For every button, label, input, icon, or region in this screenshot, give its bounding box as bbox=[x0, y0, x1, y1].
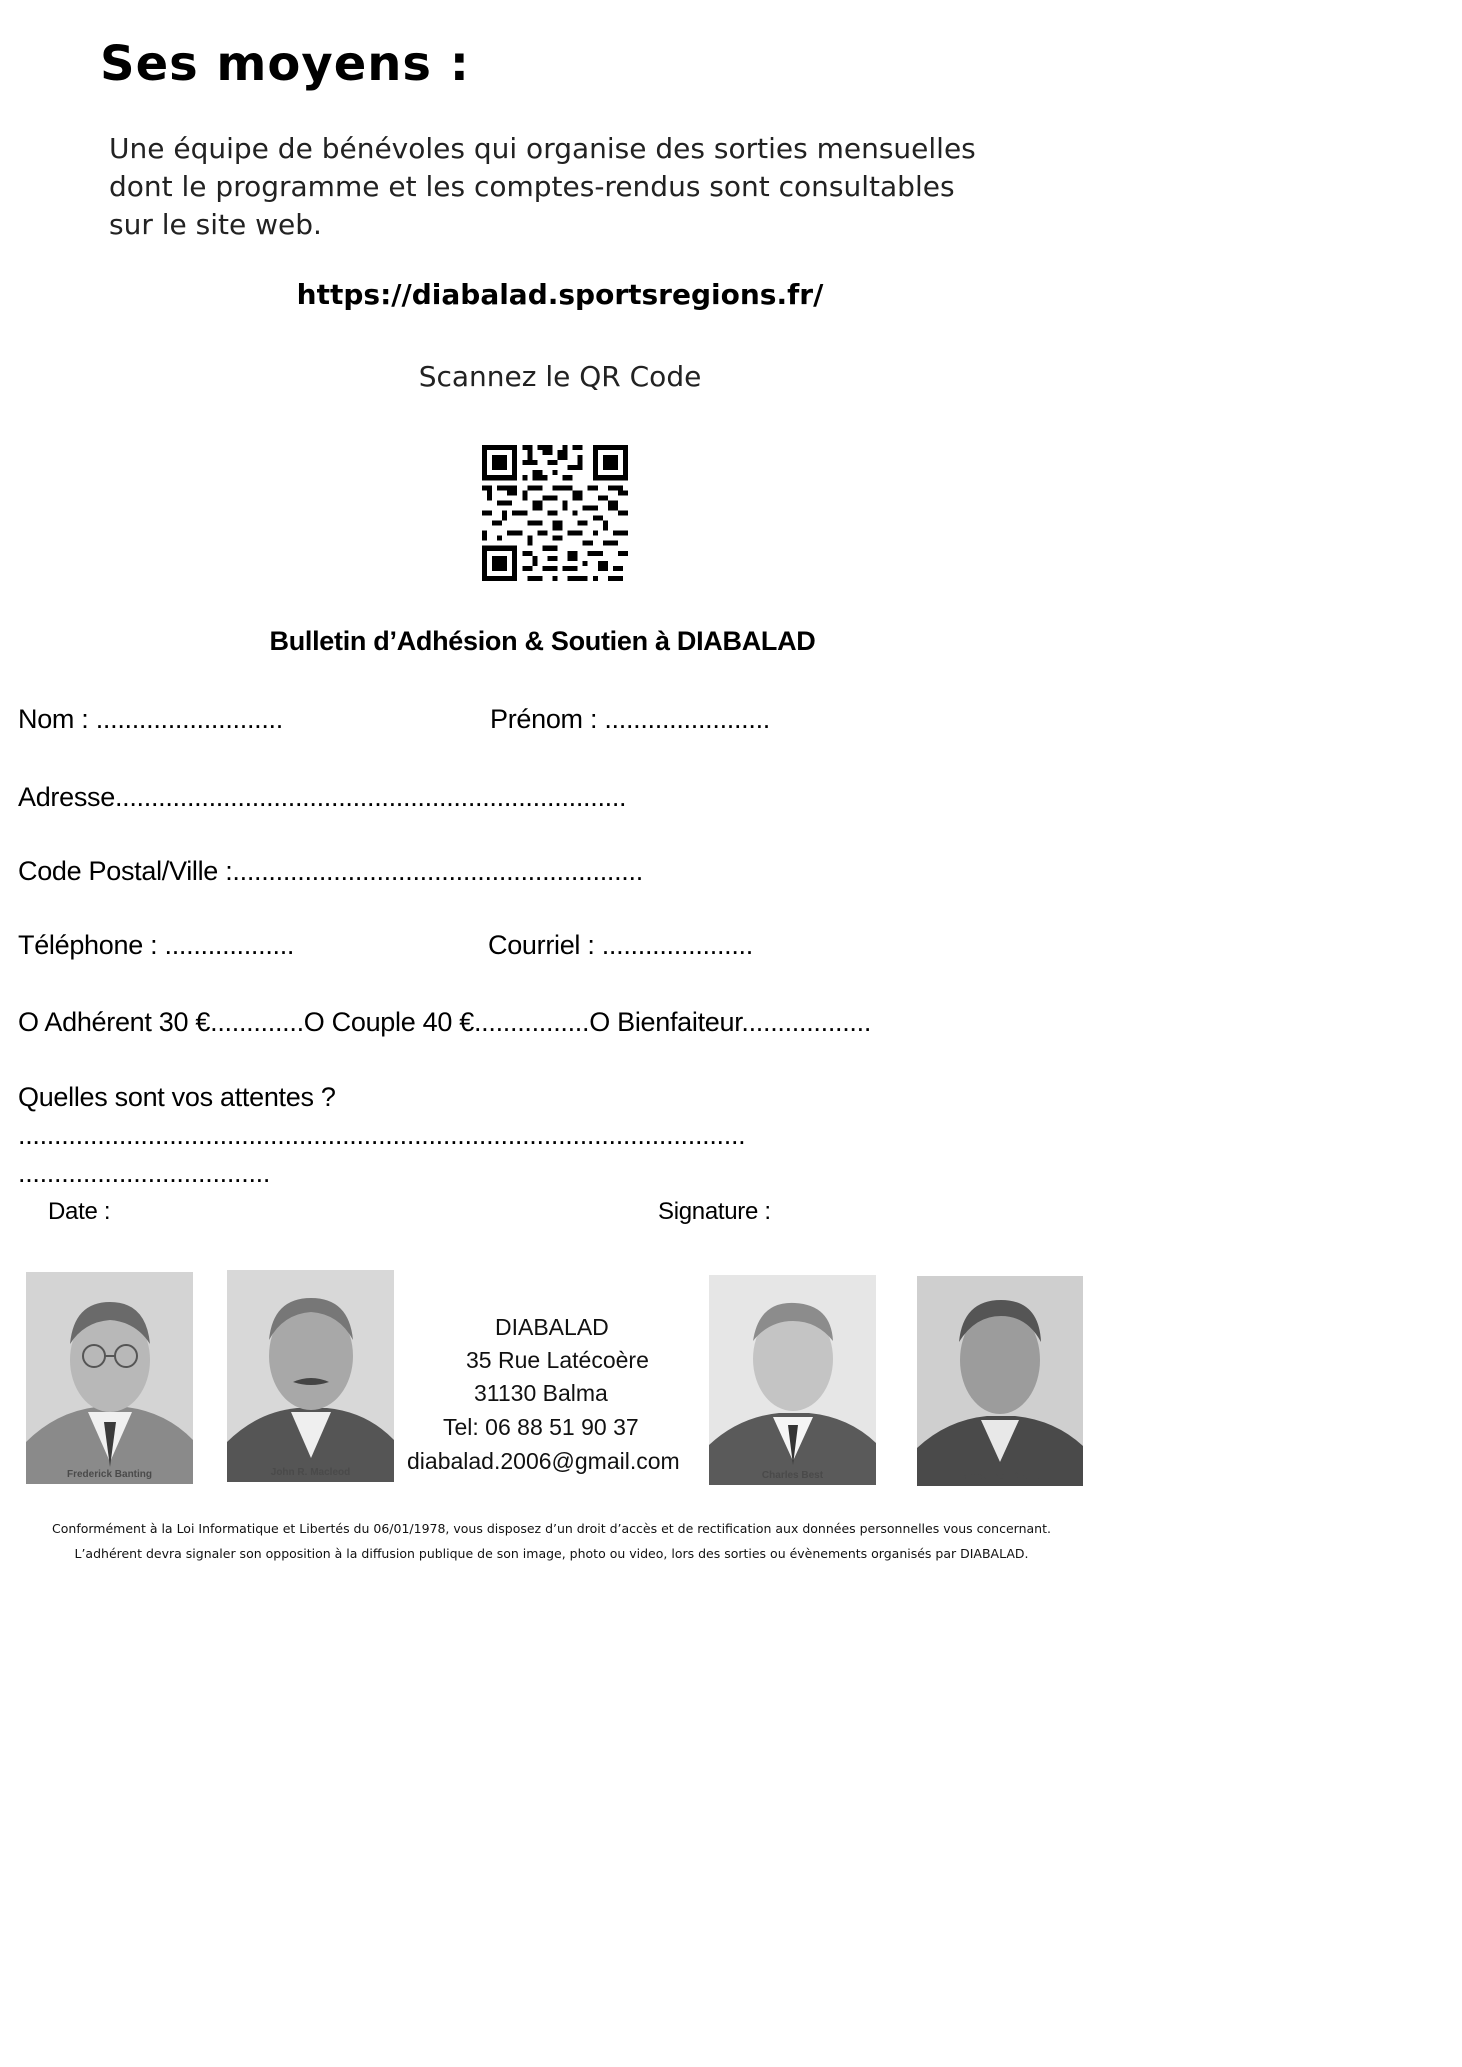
website-link[interactable]: https://diabalad.sportsregions.fr/ bbox=[296, 278, 824, 311]
portrait-caption: Frederick Banting bbox=[66, 1469, 153, 1480]
attentes-line[interactable]: ................................... bbox=[18, 1158, 271, 1188]
street-address: 35 Rue Latécoère bbox=[466, 1347, 649, 1373]
portrait-caption: Charles Best bbox=[761, 1470, 824, 1481]
city-address: 31130 Balma bbox=[474, 1380, 608, 1406]
telephone-field[interactable]: Téléphone : .................. bbox=[18, 930, 295, 960]
qr-caption: Scannez le QR Code bbox=[418, 360, 702, 393]
portrait-caption: James Bert Collip bbox=[957, 1471, 1043, 1482]
attentes-line[interactable]: ..................................................................................................... bbox=[18, 1120, 746, 1150]
email-address[interactable]: diabalad.2006@gmail.com bbox=[407, 1448, 680, 1474]
intro-line: Une équipe de bénévoles qui organise des sorties mensuelles bbox=[109, 132, 976, 165]
membership-options[interactable]: O Adhérent 30 €.............O Couple 40 €................O Bienfaiteur.................. bbox=[18, 1007, 872, 1037]
legal-notice-line: L’adhérent devra signaler son opposition à la diffusion publique de son image, photo ou video, lors des sorties ou évènements organisés par DIABALAD. bbox=[74, 1546, 1029, 1561]
attentes-label: Quelles sont vos attentes ? bbox=[18, 1082, 336, 1112]
nom-field[interactable]: Nom : .......................... bbox=[18, 704, 283, 734]
portrait-caption: John R. Macleod bbox=[270, 1467, 351, 1478]
association-name: DIABALAD bbox=[495, 1314, 609, 1340]
prenom-field[interactable]: Prénom : ....................... bbox=[490, 704, 770, 734]
adresse-field[interactable]: Adresse....................................................................... bbox=[18, 782, 627, 812]
page-title: Ses moyens : bbox=[100, 36, 470, 92]
signature-field[interactable]: Signature : bbox=[658, 1198, 771, 1225]
date-field[interactable]: Date : bbox=[48, 1198, 111, 1225]
intro-line: sur le site web. bbox=[109, 208, 322, 241]
courriel-field[interactable]: Courriel : ..................... bbox=[488, 930, 753, 960]
form-title: Bulletin d’Adhésion & Soutien à DIABALAD bbox=[269, 626, 816, 656]
legal-notice-line: Conformément à la Loi Informatique et Libertés du 06/01/1978, vous disposez d’un droit d’accès et de rectification aux données personnelles vous concernant. bbox=[52, 1521, 1051, 1536]
phone-number[interactable]: Tel: 06 88 51 90 37 bbox=[443, 1414, 639, 1440]
code-postal-ville-field[interactable]: Code Postal/Ville :......................................................... bbox=[18, 856, 643, 886]
intro-line: dont le programme et les comptes-rendus sont consultables bbox=[109, 170, 955, 203]
